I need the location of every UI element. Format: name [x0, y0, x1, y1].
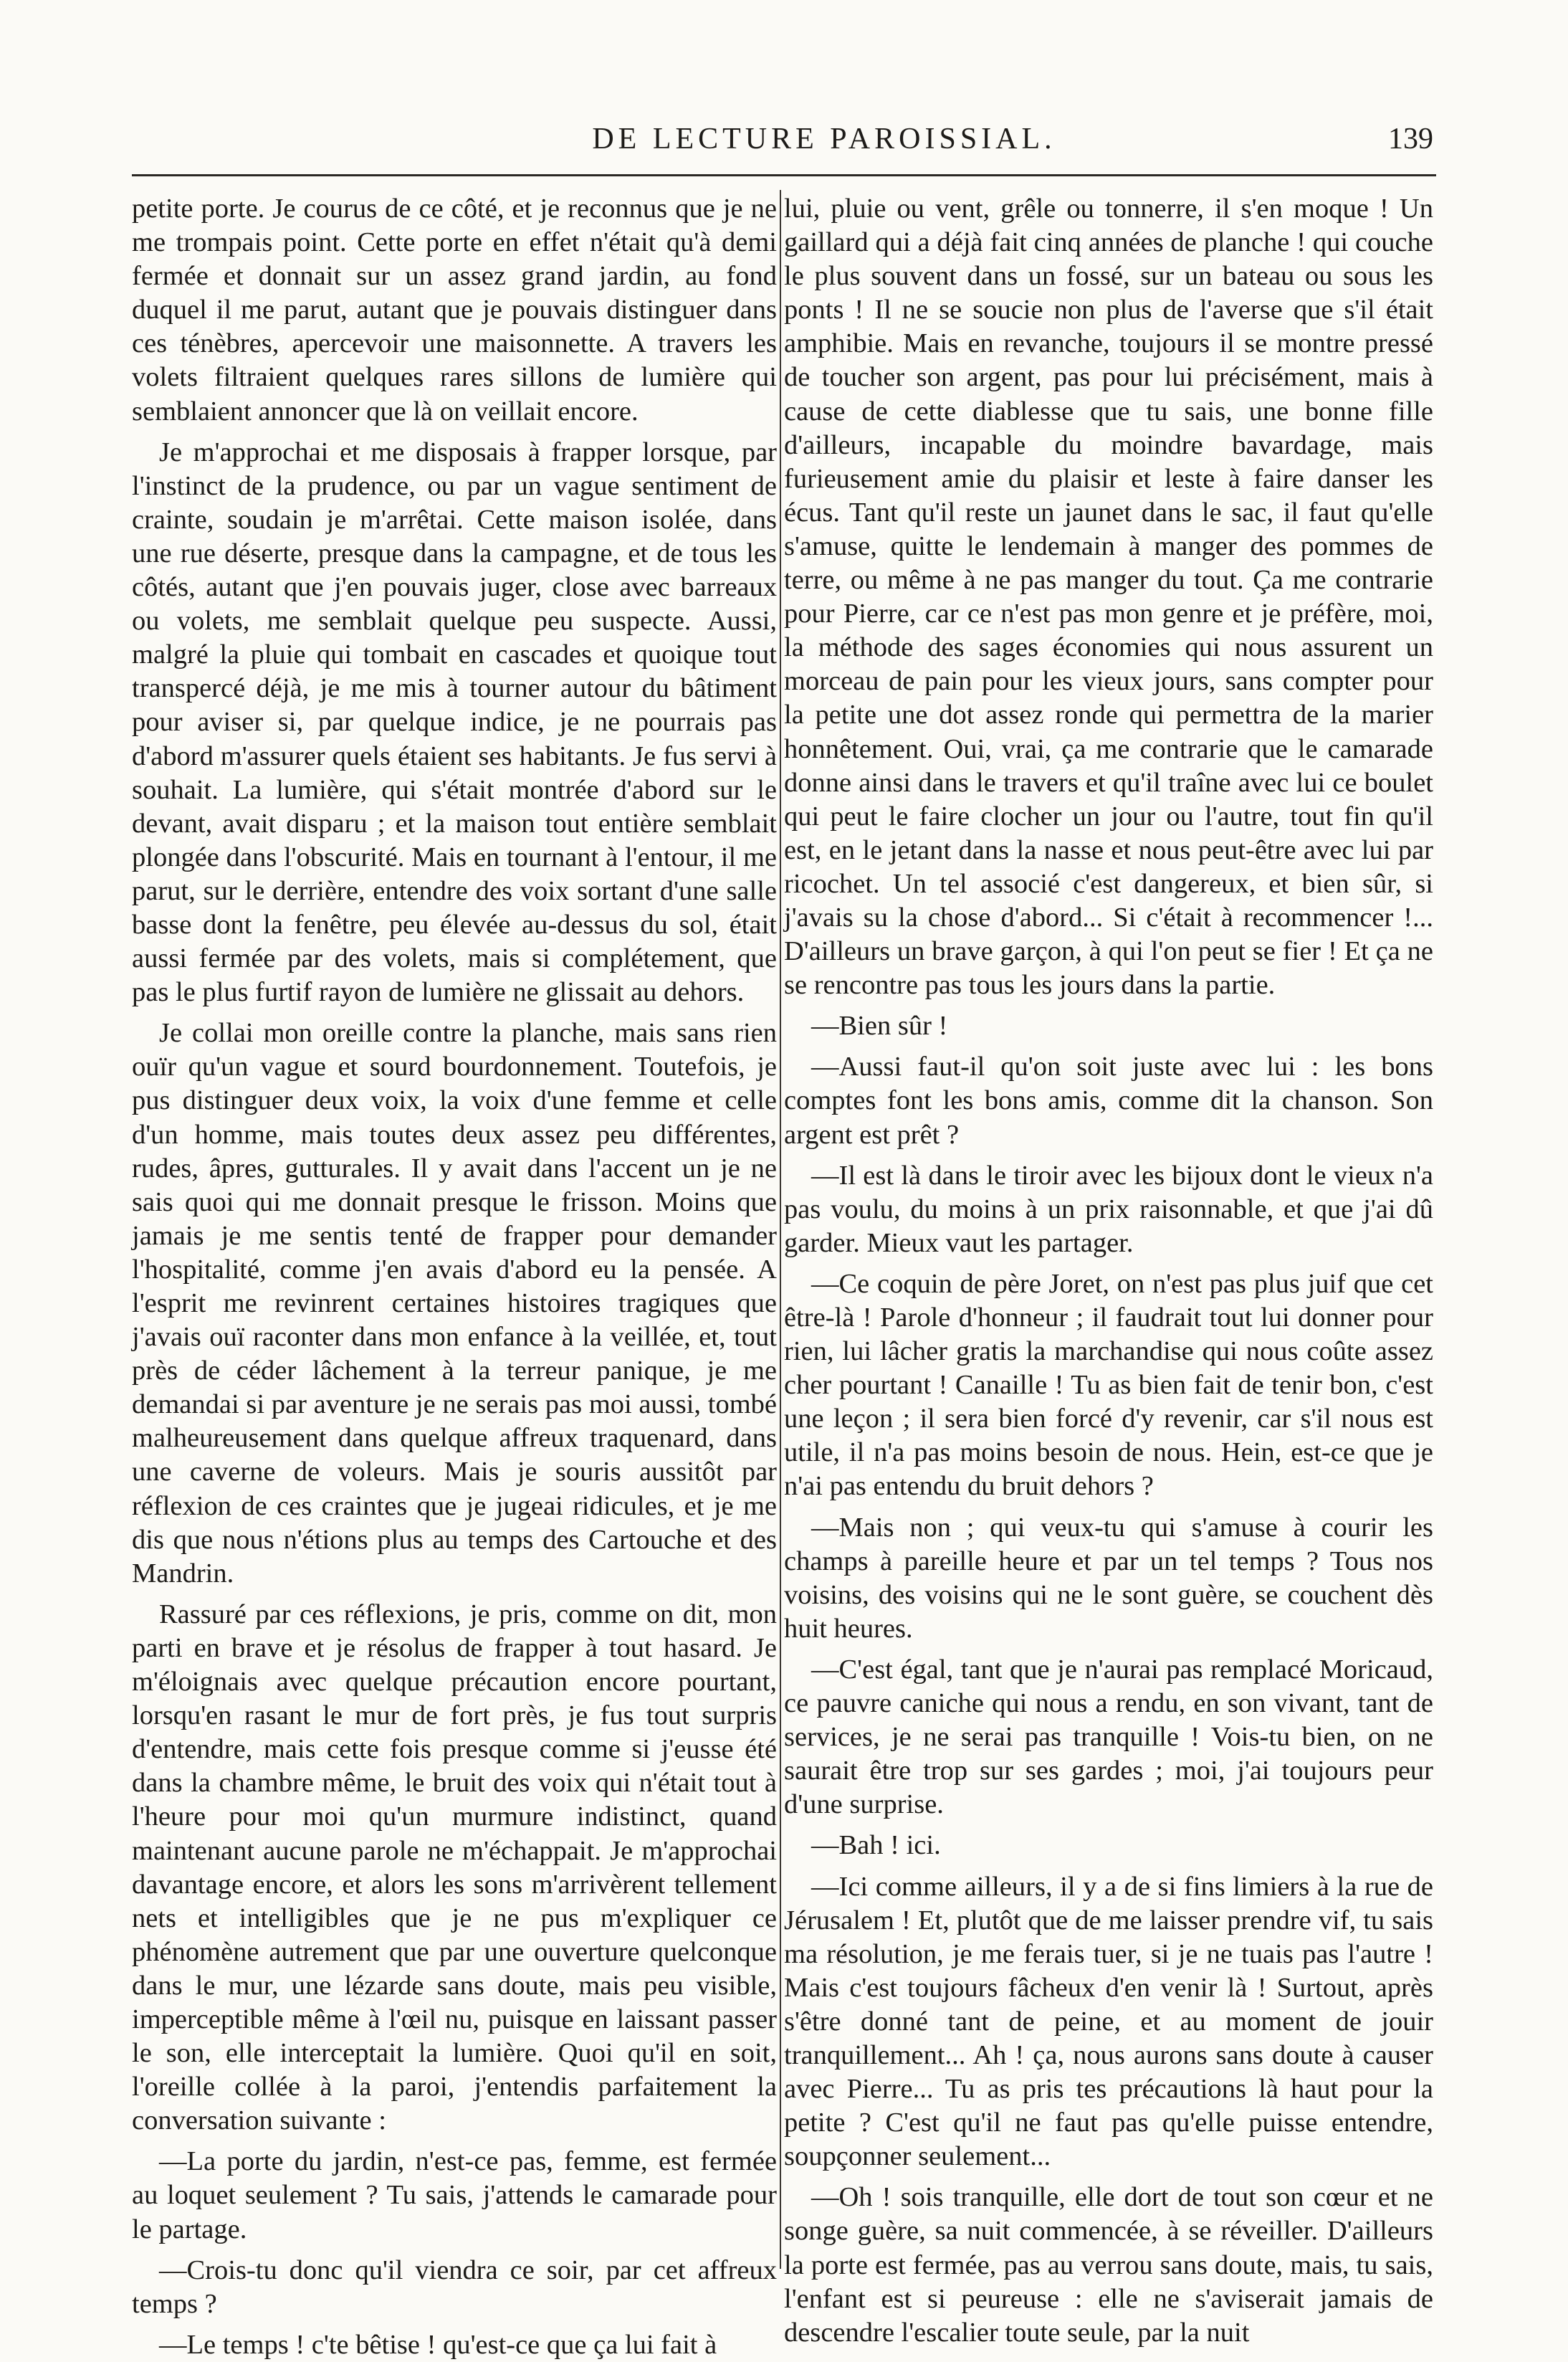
dialogue-line: —La porte du jardin, n'est-ce pas, femme, est fermée au loquet seulement ? Tu sais, j'attends le camarade pour le partage.: [132, 2146, 777, 2244]
dialogue-line: —Ici comme ailleurs, il y a de si fins limiers à la rue de Jérusalem ! Et, plutôt que de me laisser prendre vif, tu sais ma résolution, je me ferais tuer, si je ne tuais pas l'autre ! Mais c'est toujours fâcheux d'en venir là ! Surtout, après s'être donné tant de peine, et au moment de jouir tranquillement... Ah ! ça, nous aurons sans doute à causer avec Pierre... Tu as pris tes précautions là haut pour la petite ? C'est qu'il ne faut pas qu'elle puisse entendre, soupçonner seulement...: [784, 1871, 1433, 2172]
dialogue-line: —Le temps ! c'te bêtise ! qu'est-ce que ça lui fait à: [159, 2329, 717, 2360]
dialogue-line: —Aussi faut-il qu'on soit juste avec lui : les bons comptes font les bons amis, comme dit la chanson. Son argent est prêt ?: [784, 1052, 1433, 1150]
header-rule: [132, 174, 1436, 176]
dialogue-line: —Ce coquin de père Joret, on n'est pas plus juif que cet être-là ! Parole d'honneur ; il faudrait tout lui donner pour rien, lui lâcher gratis la marchandise qui nous coûte assez cher pourtant ! Canaille ! Tu as bien fait de tenir bon, c'est une leçon ; il sera bien forcé d'y revenir, car s'il nous est utile, il n'a pas moins besoin de nous. Hein, est-ce que je n'ai pas entendu du bruit dehors ?: [784, 1268, 1433, 1502]
dialogue-line: —Mais non ; qui veux-tu qui s'amuse à courir les champs à pareille heure et par un tel temps ? Tous nos voisins, des voisins qui ne le sont guère, se couchent dès huit heures.: [784, 1512, 1433, 1644]
dialogue-line: —Crois-tu donc qu'il viendra ce soir, par cet affreux temps ?: [132, 2254, 777, 2319]
dialogue-line: —Il est là dans le tiroir avec les bijoux dont le vieux n'a pas voulu, du moins à un prix raisonnable, et que j'ai dû garder. Mieux vaut les partager.: [784, 1160, 1433, 1258]
dialogue-line: —Bien sûr !: [811, 1011, 948, 1042]
paragraph: Je collai mon oreille contre la planche, mais sans rien ouïr qu'un vague et sourd bourdonnement. Toutefois, je pus distinguer deux voix, la voix d'une femme et celle d'un homme, mais toutes deux assez peu différentes, rudes, âpres, gutturales. Il y avait dans l'accent un je ne sais quoi qui me donnait presque le frisson. Moins que jamais je me sentis tenté de frapper pour demander l'hospitalité, comme j'en avais d'abord eu la pensée. A l'esprit me revinrent certaines histoires tragiques que j'avais ouï raconter dans mon enfance à la veillée, et, tout près de céder lâchement à la terreur panique, je me demandai si par aventure je ne serais pas moi aussi, tombé malheureusement dans quelque affreux traquenard, dans une caverne de voleurs. Mais je souris aussitôt par réflexion de ces craintes que je jugeai ridicules, et je me dis que nous n'étions plus au temps des Cartouche et des Mandrin.: [132, 1018, 777, 1589]
paragraph: lui, pluie ou vent, grêle ou tonnerre, il s'en moque ! Un gaillard qui a déjà fait cinq années de planche ! qui couche le plus souvent dans un fossé, sur un bateau ou sous les ponts ! Il ne se soucie non plus de l'averse que s'il était amphibie. Mais en revanche, toujours il se montre pressé de toucher son argent, pas pour lui précisément, mais à cause de cette diablesse que tu sais, une bonne fille d'ailleurs, incapable du moindre bavardage, mais furieusement amie du plaisir et leste à faire danser les écus. Tant qu'il reste un jaunet dans le sac, il faut qu'elle s'amuse, quitte le lendemain à manger des pommes de terre, ou même à ne pas manger du tout. Ça me contrarie pour Pierre, car ce n'est pas mon genre et je préfère, moi, la méthode des sages économies qui nous assurent un morceau de pain pour les vieux jours, sans compter pour la petite une dot assez ronde qui permettra de la marier honnêtement. Oui, vrai, ça me contrarie que le camarade donne ainsi dans le travers et qu'il traîne avec lui ce boulet qui peut le faire clocher un jour ou l'autre, tout fin qu'il est, en le jetant dans la nasse et nous peut-être avec lui par ricochet. Un tel associé c'est dangereux, et bien sûr, si j'avais su la chose d'abord... Si c'était à recommencer !... D'ailleurs un brave garçon, à qui l'on peut se fier ! Et ça ne se rencontre pas tous les jours dans la partie.: [784, 194, 1433, 1001]
paragraph: petite porte. Je courus de ce côté, et je reconnus que je ne me trompais point. Cette porte en effet n'était qu'à demi fermée et donnait sur un assez grand jardin, au fond duquel il me parut, autant que je pouvais distinguer dans ces ténèbres, apercevoir une maisonnette. A travers les volets filtraient quelques rares sillons de lumière qui semblaient annoncer que là on veillait encore.: [132, 194, 777, 427]
left-column: [132, 192, 777, 2360]
paragraph: Rassuré par ces réflexions, je pris, comme on dit, mon parti en brave et je résolus de frapper à tout hasard. Je m'éloignais avec quelque précaution encore pourtant, lorsqu'en rasant le mur de fort près, je fus tout surpris d'entendre, mais cette fois presque comme si j'eusse été dans la chambre même, le bruit des voix qui n'était tout à l'heure pour moi qu'un murmure indistinct, quand maintenant aucune parole ne m'échappait. Je m'approchai davantage encore, et alors les sons m'arrivèrent tellement nets et intelligibles que je ne pus m'expliquer ce phénomène autrement que par une ouverture quelconque dans le mur, une lézarde sans doute, mais peu visible, imperceptible même à l'œil nu, puisque en laissant passer le son, elle interceptait la lumière. Quoi qu'il en soit, l'oreille collée à la paroi, j'entendis parfaitement la conversation suivante :: [132, 1599, 777, 2136]
page-number: 139: [1388, 123, 1433, 156]
running-title: DE LECTURE PAROISSIAL.: [592, 123, 1056, 156]
column-divider: [780, 190, 781, 2269]
dialogue-line: —Bah ! ici.: [811, 1830, 941, 1861]
dialogue-line: —Oh ! sois tranquille, elle dort de tout son cœur et ne songe guère, sa nuit commencée, à se réveiller. D'ailleurs la porte est fermée, pas au verrou sans doute, mais, tu sais, l'enfant est si peureuse : elle ne s'aviserait jamais de descendre l'escalier toute seule, par la nuit: [784, 2182, 1433, 2348]
dialogue-line: —C'est égal, tant que je n'aurai pas remplacé Moricaud, ce pauvre caniche qui nous a rendu, en son vivant, tant de services, je ne serai pas tranquille ! Vois-tu bien, on ne saurait être trop sur ses gardes ; moi, j'ai toujours peur d'une surprise.: [784, 1654, 1433, 1820]
paragraph: Je m'approchai et me disposais à frapper lorsque, par l'instinct de la prudence, ou par un vague sentiment de crainte, soudain je m'arrêtai. Cette maison isolée, dans une rue déserte, presque dans la campagne, et de tous les côtés, autant que j'en pouvais juger, close avec barreaux ou volets, me semblait quelque peu suspecte. Aussi, malgré la pluie qui tombait en cascades et quoique tout transpercé déjà, je me mis à tourner autour du bâtiment pour aviser si, par quelque indice, je ne pourrais pas d'abord m'assurer quels étaient ses habitants. Je fus servi à souhait. La lumière, qui s'était montrée d'abord sur le devant, avait disparu ; et la maison tout entière semblait plongée dans l'obscurité. Mais en tournant à l'entour, il me parut, sur le derrière, entendre des voix sortant d'une salle basse dont la fenêtre, peu élevée au-dessus du sol, était aussi fermée par des volets, mais si complétement, que pas le plus furtif rayon de lumière ne glissait au dehors.: [132, 437, 777, 1008]
right-column: [784, 192, 1433, 2348]
